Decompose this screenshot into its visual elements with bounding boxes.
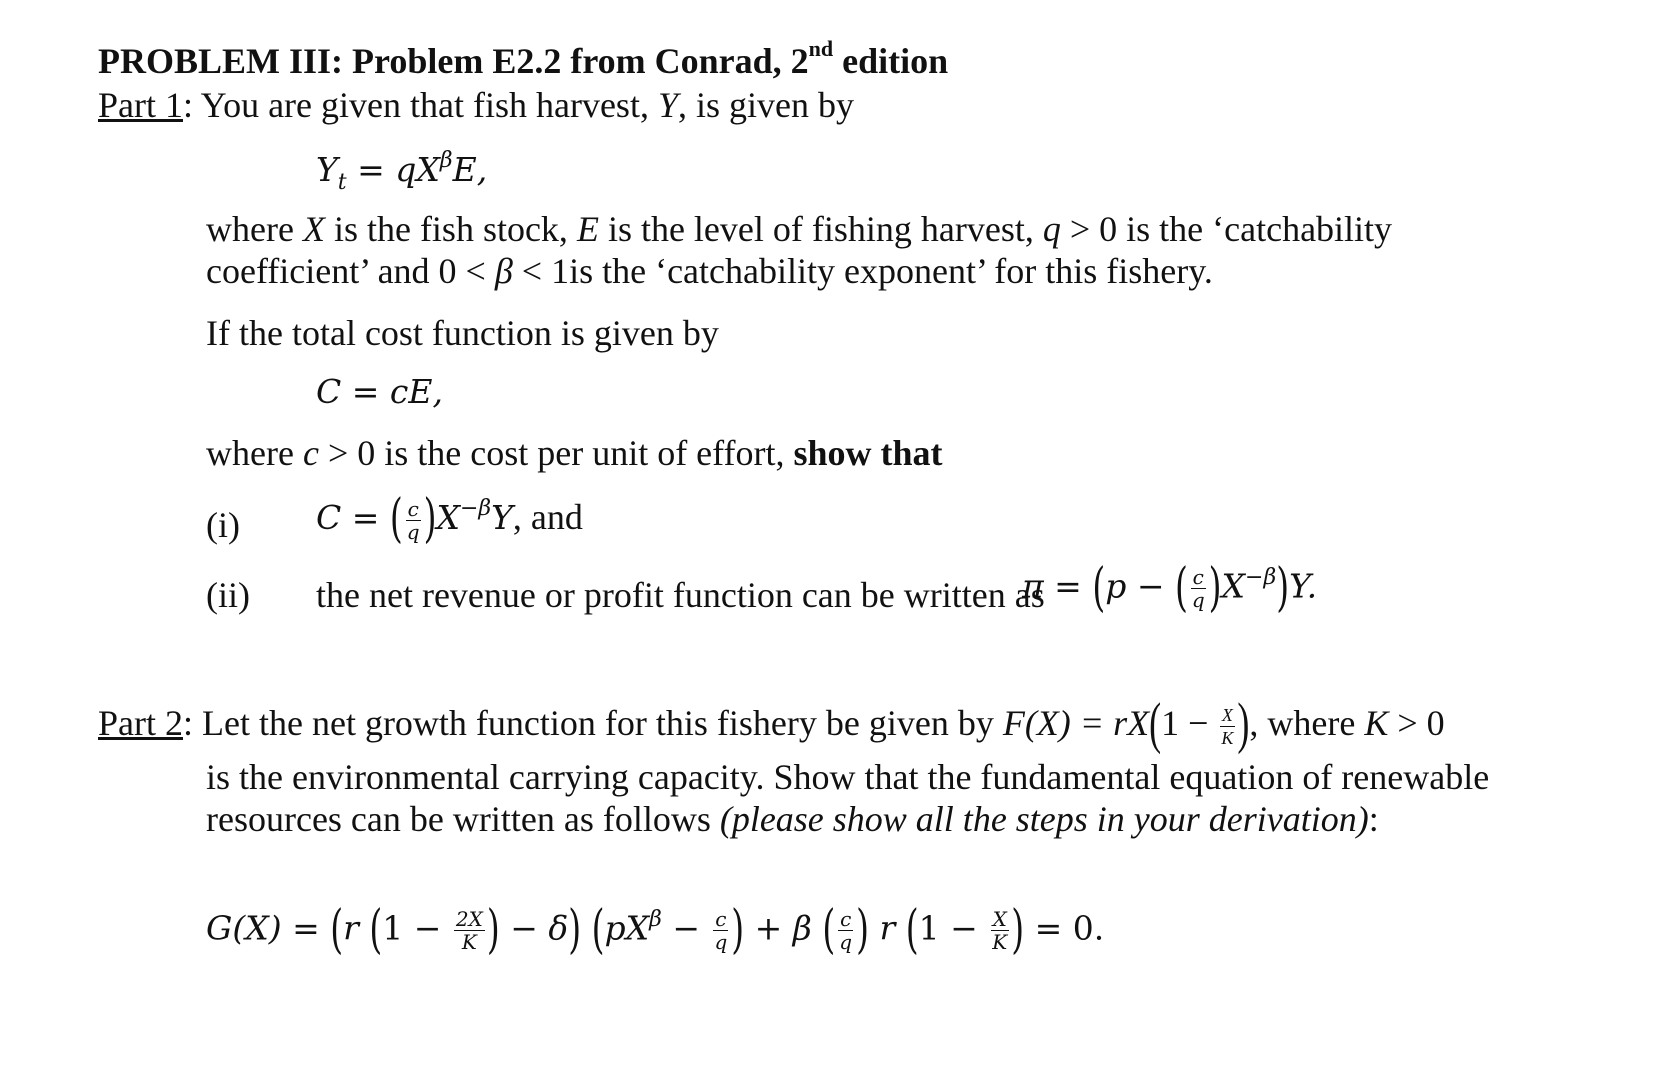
- part2-line-2: is the environmental carrying capacity. Show that the fundamental equation of renewable: [206, 757, 1490, 797]
- definition-line-1: where X is the fish stock, E is the level of fishing harvest, q > 0 is the ‘catchability: [206, 209, 1393, 249]
- cost-definition: where c > 0 is the cost per unit of effort, show that: [206, 433, 943, 473]
- problem-title: PROBLEM III: Problem E2.2 from Conrad, 2nd edition: [98, 36, 949, 81]
- part2-line-3: resources can be written as follows (please show all the steps in your derivation):: [206, 799, 1379, 839]
- part1-intro: Part 1: You are given that fish harvest, Y, is given by: [98, 85, 854, 125]
- profit-equation: π = (p − ( $\frac{c}{q}$ )$X^{-\beta})Y$.: [1022, 554, 1318, 618]
- part2-line-1: Part 2: Let the net growth function for this fishery be given by F(X) = rX(1 − $\frac{X}{K}$ ), where K > 0: [98, 691, 1445, 755]
- cost-equation: C = cE,: [316, 372, 443, 411]
- item-i-equation: C = ( $\frac{c}{q}$ )$X^{-\beta}Y$, and: [316, 486, 583, 549]
- cost-intro: If the total cost function is given by: [206, 313, 719, 353]
- item-i-label: (i): [206, 505, 240, 545]
- part2-label: Part 2: [98, 703, 183, 743]
- harvest-equation: $Y_t = qX^\beta E$,: [316, 148, 488, 195]
- definition-line-2: coefficient’ and 0 < β < 1is the ‘catchability exponent’ for this fishery.: [206, 251, 1213, 291]
- fundamental-equation: G(X) = (r (1 − $\frac{2X}{K}$ ) − δ) ($pX^\beta$ − $\frac{c}{q}$ ) + β ( $\frac{c}{q}$ ) r (1 − $\frac{X}{K}$ ) = 0.: [206, 896, 1105, 960]
- item-ii-label: (ii): [206, 575, 250, 615]
- item-ii-text: the net revenue or profit function can be written as: [316, 575, 1045, 615]
- part1-label: Part 1: [98, 85, 183, 125]
